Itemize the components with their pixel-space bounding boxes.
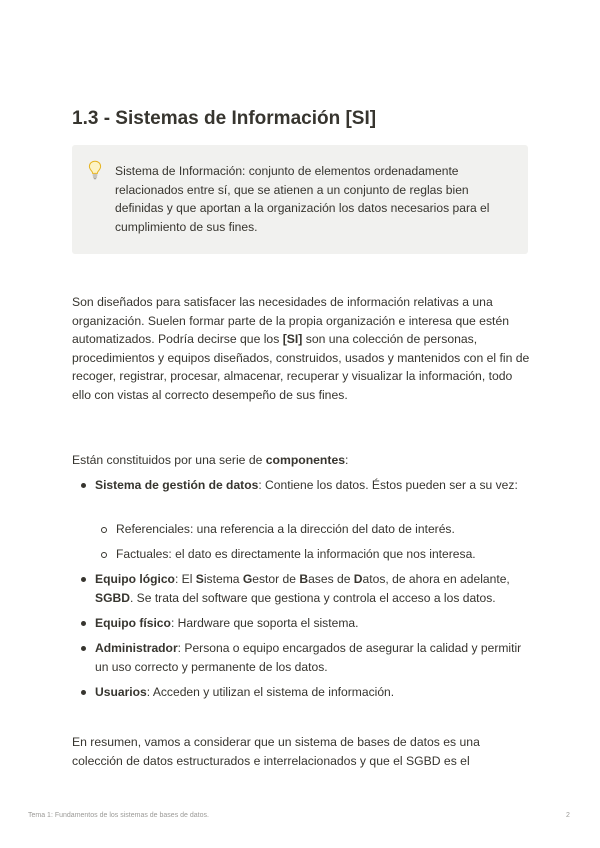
list-item: Factuales: el dato es directamente la información que nos interesa. xyxy=(116,545,526,564)
paragraph-components-intro: Están constituidos por una serie de componentes: xyxy=(72,453,349,467)
list-item: Referenciales: una referencia a la dirección del dato de interés. xyxy=(116,520,526,539)
page-title: 1.3 - Sistemas de Información [SI] xyxy=(72,108,377,129)
page-number: 2 xyxy=(566,812,570,819)
list-item: Equipo físico: Hardware que soporta el sistema. xyxy=(95,614,530,633)
paragraph-intro: Son diseñados para satisfacer las necesidades de información relativas a una organización. Suelen formar parte de la propia organización e interesa que estén automatizados. Podría decirse que los [SI] son una colección de personas, procedimientos y equipos diseñados, construidos, usados y mantenidos con el fin de recoger, registrar, procesar, almacenar, recuperar y visualizar la información, todo ello con vistas al correcto desempeño de sus fines. xyxy=(72,295,530,402)
paragraph-summary: En resumen, vamos a considerar que un sistema de bases de datos es una colección de datos estructurados e interrelacionados y que el SGBD es el xyxy=(72,735,480,768)
list-item: Usuarios: Acceden y utilizan el sistema de información. xyxy=(95,683,530,702)
list-item: Equipo lógico: El Sistema Gestor de Bases de Datos, de ahora en adelante, SGBD. Se trata del software que gestiona y controla el acceso a los datos. xyxy=(95,570,530,607)
definition-callout xyxy=(72,145,528,254)
list-item: Administrador: Persona o equipo encargados de asegurar la calidad y permitir un uso correcto y permanente de los datos. xyxy=(95,639,530,676)
lightbulb-icon xyxy=(88,160,102,180)
footer-chapter-title: Tema 1: Fundamentos de los sistemas de bases de datos. xyxy=(28,812,209,819)
list-item: Sistema de gestión de datos: Contiene los datos. Éstos pueden ser a su vez: xyxy=(95,476,530,495)
callout-text: Sistema de Información: conjunto de elementos ordenadamente relacionados entre sí, que se atienen a un conjunto de reglas bien definidas y que aportan a la organización los datos necesarios para el cumplimiento de sus fines. xyxy=(115,164,490,234)
